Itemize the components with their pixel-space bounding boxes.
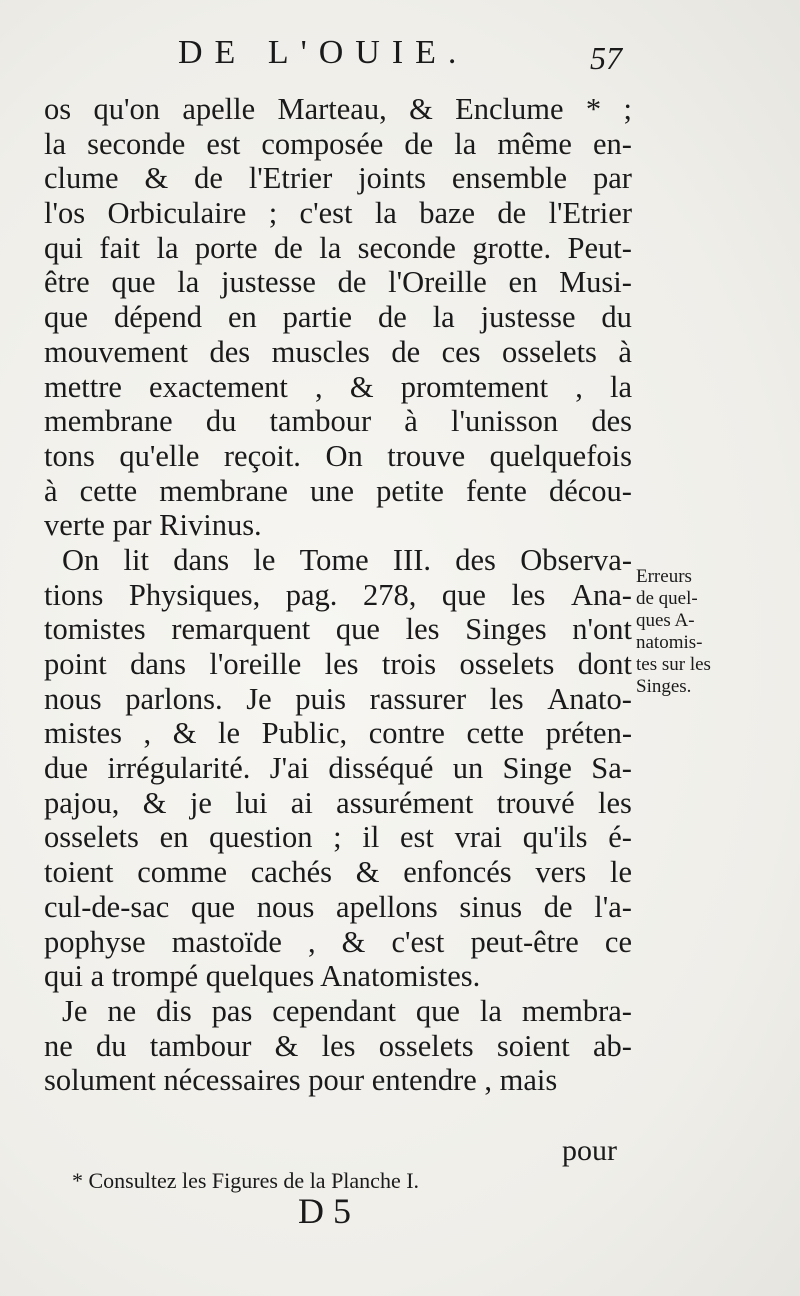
- text-line: être que la justesse de l'Oreille en Musi-: [44, 265, 632, 300]
- margin-note: [636, 566, 796, 698]
- body-text: [44, 92, 632, 1098]
- text-line: clume & de l'Etrier joints ensemble par: [44, 161, 632, 196]
- text-line: pajou, & je lui ai assurément trouvé les: [44, 785, 632, 820]
- text-line: pophyse mastoïde , & c'est peut-être ce: [44, 924, 632, 959]
- text-line: ne du tambour & les osselets soient ab-: [44, 1028, 632, 1063]
- text-line: mouvement des muscles de ces osselets à: [44, 334, 632, 369]
- margin-note-line: ques A-: [636, 610, 695, 631]
- text-line: Je ne dis pas cependant que la membra-: [62, 993, 632, 1028]
- catchword: pour: [562, 1134, 617, 1167]
- text-line: tomistes remarquent que les Singes n'ont: [44, 612, 632, 647]
- margin-note-line: natomis-: [636, 632, 703, 653]
- text-line: nous parlons. Je puis rassurer les Anato-: [44, 681, 632, 716]
- page-number: 57: [590, 40, 622, 76]
- text-line: solument nécessaires pour entendre , mais: [44, 1063, 558, 1098]
- page-header: [0, 30, 800, 90]
- paragraph: [44, 543, 632, 994]
- margin-note-line: Erreurs: [636, 566, 692, 587]
- text-line: cul-de-sac que nous apellons sinus de l'a-: [44, 889, 632, 924]
- text-line: que dépend en partie de la justesse du: [44, 300, 632, 335]
- text-line: membrane du tambour à l'unisson des: [44, 404, 632, 439]
- running-head: DE L'OUIE.: [178, 34, 469, 71]
- margin-note-line: tes sur les: [636, 654, 711, 675]
- text-line: qui fait la porte de la seconde grotte. Peut-: [44, 230, 632, 265]
- text-line: tions Physiques, pag. 278, que les Ana-: [44, 577, 632, 612]
- text-line: toient comme cachés & enfoncés vers le: [44, 855, 632, 890]
- signature-mark: D 5: [298, 1191, 351, 1231]
- text-line: qui a trompé quelques Anatomistes.: [44, 959, 481, 994]
- text-line: os qu'on apelle Marteau, & Enclume * ;: [44, 92, 632, 126]
- text-line: osselets en question ; il est vrai qu'ils é-: [44, 820, 632, 855]
- text-line: à cette membrane une petite fente décou-: [44, 473, 632, 508]
- text-line: mettre exactement , & promtement , la: [44, 369, 632, 404]
- text-line: verte par Rivinus.: [44, 508, 262, 543]
- margin-note-line: de quel-: [636, 588, 698, 609]
- text-line: tons qu'elle reçoit. On trouve quelquefois: [44, 438, 632, 473]
- footnote: * Consultez les Figures de la Planche I.: [72, 1168, 420, 1193]
- text-line: On lit dans le Tome III. des Observa-: [62, 542, 632, 577]
- text-line: mistes , & le Public, contre cette préten-: [44, 716, 632, 751]
- paragraph: [44, 994, 632, 1098]
- paragraph: [44, 92, 632, 543]
- margin-note-line: Singes.: [636, 676, 692, 697]
- text-line: l'os Orbiculaire ; c'est la baze de l'Etrier: [44, 196, 632, 231]
- text-line: la seconde est composée de la même en-: [44, 126, 632, 161]
- text-line: point dans l'oreille les trois osselets dont: [44, 647, 632, 681]
- text-line: due irrégularité. J'ai disséqué un Singe Sa-: [44, 751, 632, 786]
